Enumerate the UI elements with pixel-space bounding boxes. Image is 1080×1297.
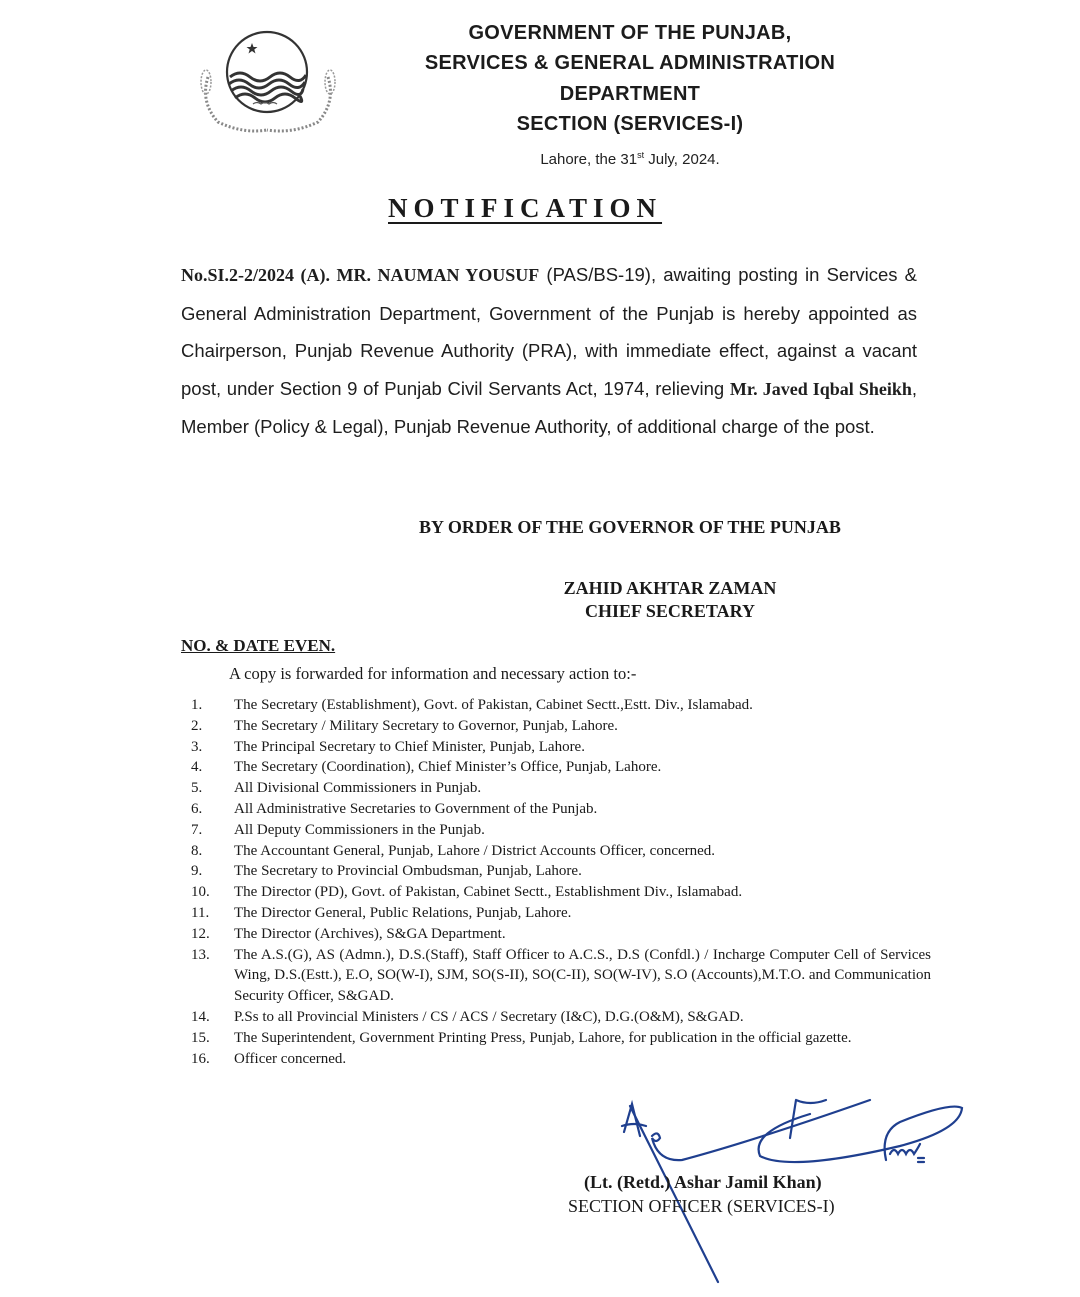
order-line: BY ORDER OF THE GOVERNOR OF THE PUNJAB [419, 517, 841, 537]
section-officer-name: (Lt. (Retd.) Ashar Jamil Khan) [584, 1172, 822, 1192]
recipient-text: The Director (Archives), S&GA Department. [234, 925, 506, 942]
recipient-number: 6. [191, 800, 203, 817]
recipient-text: The Principal Secretary to Chief Minister, Punjab, Lahore. [234, 738, 585, 755]
no-and-date-even-heading: NO. & DATE EVEN. [181, 636, 336, 655]
recipient-item [191, 841, 931, 862]
recipient-number: 9. [191, 863, 203, 880]
department-header-line-2: SERVICES & GENERAL ADMINISTRATION [424, 52, 836, 74]
recipient-number: 5. [191, 780, 203, 797]
department-header-line-3: DEPARTMENT [559, 83, 701, 105]
recipient-number: 7. [191, 821, 203, 838]
recipient-text: The Secretary (Establishment), Govt. of Pakistan, Cabinet Sectt.,Estt. Div., Islamabad. [234, 697, 753, 713]
punjab-government-emblem-icon [188, 22, 348, 140]
issue-date [340, 150, 920, 168]
date-prefix: Lahore, the 31 [540, 151, 638, 168]
recipient-item [191, 820, 931, 841]
body-text-part-2: , Member (Policy & Legal), Punjab Revenue Authority, of additional charge of the post. [181, 377, 917, 437]
recipient-number: 4. [191, 759, 203, 776]
notification-title: NOTIFICATION [388, 193, 663, 223]
section-officer-title: SECTION OFFICER (SERVICES-I) [568, 1196, 835, 1216]
recipients-list [191, 695, 931, 1069]
chief-secretary-title: CHIEF SECRETARY [585, 601, 755, 621]
recipient-text: All Divisional Commissioners in Punjab. [234, 780, 482, 797]
recipient-number: 10. [191, 884, 210, 901]
recipient-number: 11. [191, 904, 210, 921]
recipient-text: The A.S.(G), AS (Admn.), D.S.(Staff), Staff Officer to A.C.S., D.S (Confdl.) / Incharge Computer Cell of Services Wing, D.S.(Estt.), E.O, SO(W-I), SJM, SO(S-II), SO(C-II), SO(W-IV), S.O (Accounts),M.T.O. and Communication Security Officer, S&GAD. [234, 946, 931, 1005]
recipient-item [191, 778, 931, 799]
recipient-text: The Director (PD), Govt. of Pakistan, Cabinet Sectt., Establishment Div., Islamabad. [234, 884, 743, 901]
date-ordinal: st [637, 150, 645, 160]
recipient-item [191, 716, 931, 737]
recipient-text: All Administrative Secretaries to Government of the Punjab. [234, 800, 598, 817]
recipient-number: 13. [191, 946, 210, 963]
recipient-number: 16. [191, 1050, 210, 1067]
recipient-item [191, 903, 931, 924]
recipient-text: The Superintendent, Government Printing Press, Punjab, Lahore, for publication in the official gazette. [234, 1029, 852, 1046]
recipient-number: 1. [191, 697, 203, 713]
recipient-item [191, 945, 931, 1007]
recipient-number: 3. [191, 738, 203, 755]
recipient-number: 2. [191, 717, 203, 734]
recipient-text: The Secretary / Military Secretary to Governor, Punjab, Lahore. [234, 717, 618, 734]
recipient-item [191, 861, 931, 882]
recipient-item [191, 1007, 931, 1028]
recipient-number: 14. [191, 1008, 210, 1025]
recipient-item [191, 1049, 931, 1070]
notification-body [181, 256, 917, 446]
recipient-text: Officer concerned. [234, 1050, 347, 1067]
recipient-item [191, 924, 931, 945]
recipient-number: 8. [191, 842, 203, 859]
recipient-item [191, 737, 931, 758]
reference-number: No.SI.2-2/2024 (A). MR. NAUMAN YOUSUF [181, 265, 540, 285]
recipient-text: The Secretary (Coordination), Chief Minister’s Office, Punjab, Lahore. [234, 759, 662, 776]
recipient-item [191, 882, 931, 903]
recipient-text: The Secretary to Provincial Ombudsman, Punjab, Lahore. [234, 863, 582, 880]
recipient-text: The Director General, Public Relations, Punjab, Lahore. [234, 904, 572, 921]
department-header-line-4: SECTION (SERVICES-I) [516, 113, 744, 135]
recipient-item [191, 757, 931, 778]
chief-secretary-name: ZAHID AKHTAR ZAMAN [563, 578, 777, 598]
recipient-item [191, 695, 931, 716]
recipient-item [191, 799, 931, 820]
recipient-text: P.Ss to all Provincial Ministers / CS / ACS / Secretary (I&C), D.G.(O&M), S&GAD. [234, 1008, 744, 1025]
department-header-line-1: GOVERNMENT OF THE PUNJAB, [468, 22, 792, 44]
date-suffix: July, 2024. [644, 151, 720, 168]
recipient-number: 12. [191, 925, 210, 942]
recipient-item [191, 1028, 931, 1049]
relieved-officer-name: Mr. Javed Iqbal Sheikh [729, 378, 912, 399]
body-text-part-1: (PAS/BS-19), awaiting posting in Services & General Administration Department, Government of the Punjab is hereby appointed as Chairperson, Punjab Revenue Authority (PRA), with immediate effect, against a vacant post, under Section 9 of Punjab Civil Servants Act, 1974, relieving [181, 264, 917, 399]
forward-text: A copy is forwarded for information and necessary action to:- [229, 664, 637, 683]
recipient-number: 15. [191, 1029, 210, 1046]
recipient-text: All Deputy Commissioners in the Punjab. [234, 821, 485, 838]
recipient-text: The Accountant General, Punjab, Lahore / District Accounts Officer, concerned. [234, 842, 716, 859]
